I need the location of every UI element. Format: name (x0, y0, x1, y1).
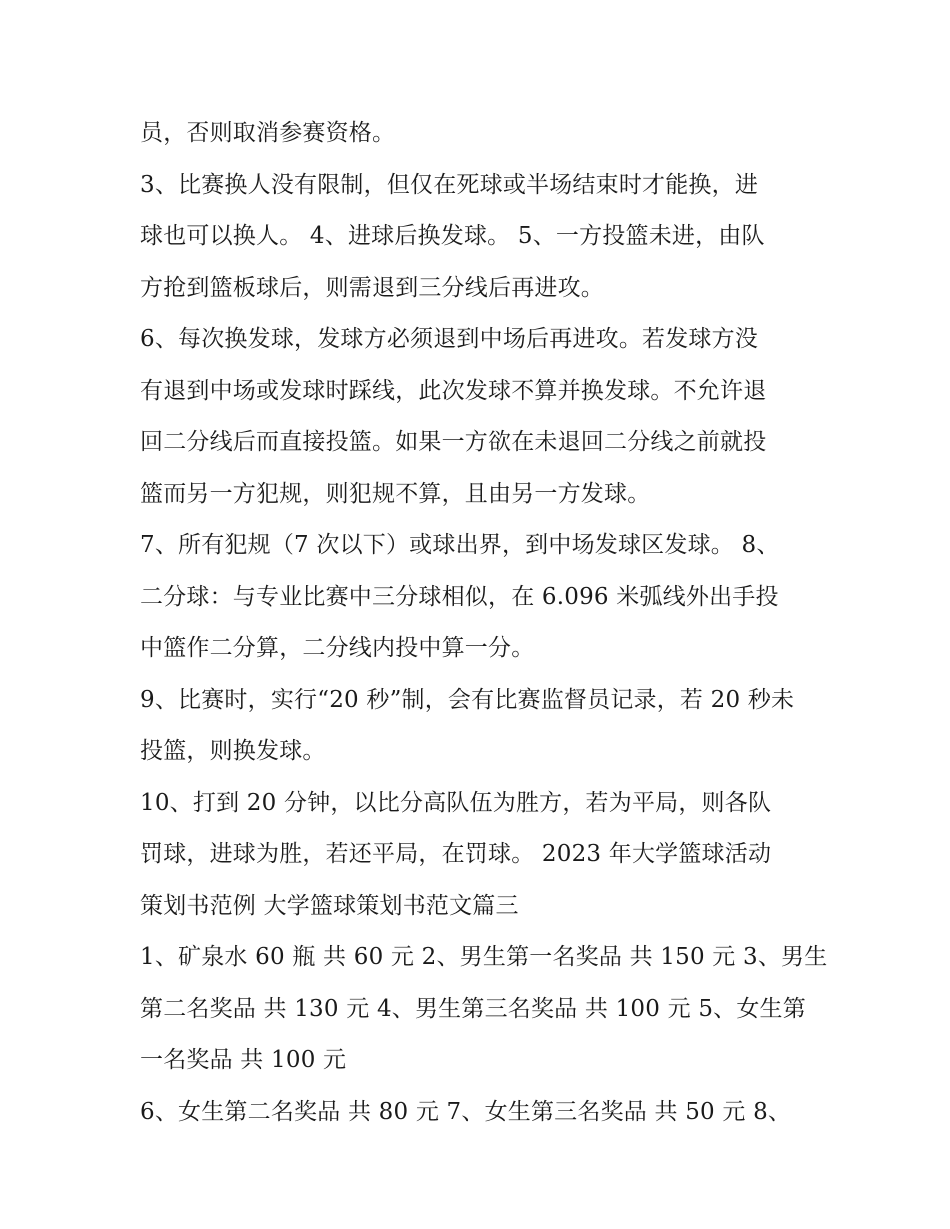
text-line: 有退到中场或发球时踩线，此次发球不算并换发球。不允许退 (140, 377, 767, 404)
text-line: 7、所有犯规（7 次以下）或球出界，到中场发球区发球。 8、 (140, 532, 780, 558)
text-line: 9、比赛时，实行“20 秒”制，会有比赛监督员记录，若 20 秒未 (140, 686, 795, 713)
text-line: 方抢到篮板球后，则需退到三分线后再进攻。 (140, 274, 604, 301)
text-line: 1、矿泉水 60 瓶 共 60 元 2、男生第一名奖品 共 150 元 3、男生 (140, 944, 828, 970)
text-line: 一名奖品 共 100 元 (140, 1047, 347, 1073)
text-line: 回二分线后而直接投篮。如果一方欲在未退回二分线之前就投 (140, 429, 767, 455)
text-line: 二分球：与专业比赛中三分球相似，在 6.096 米弧线外出手投 (140, 583, 779, 610)
text-line: 6、每次换发球，发球方必须退到中场后再进攻。若发球方没 (140, 326, 759, 352)
text-line: 6、女生第二名奖品 共 80 元 7、女生第三名奖品 共 50 元 8、 (140, 1098, 792, 1125)
text-line: 球也可以换人。 4、进球后换发球。 5、一方投篮未进，由队 (140, 223, 765, 249)
text-line: 策划书范例 大学篮球策划书范文篇三 (140, 892, 519, 919)
text-line: 投篮，则换发球。 (140, 738, 326, 764)
text-line: 10、打到 20 分钟，以比分高队伍为胜方，若为平局，则各队 (140, 789, 772, 816)
text-line: 员，否则取消参赛资格。 (140, 120, 396, 146)
text-line: 中篮作二分算，二分线内投中算一分。 (140, 635, 535, 661)
text-line: 罚球，进球为胜，若还平局，在罚球。 2023 年大学篮球活动 (140, 841, 772, 867)
text-line: 3、比赛换人没有限制，但仅在死球或半场结束时才能换，进 (140, 171, 759, 198)
text-line: 第二名奖品 共 130 元 4、男生第三名奖品 共 100 元 5、女生第 (140, 995, 806, 1022)
document-body (140, 108, 830, 1138)
text-line: 篮而另一方犯规，则犯规不算，且由另一方发球。 (140, 480, 651, 507)
